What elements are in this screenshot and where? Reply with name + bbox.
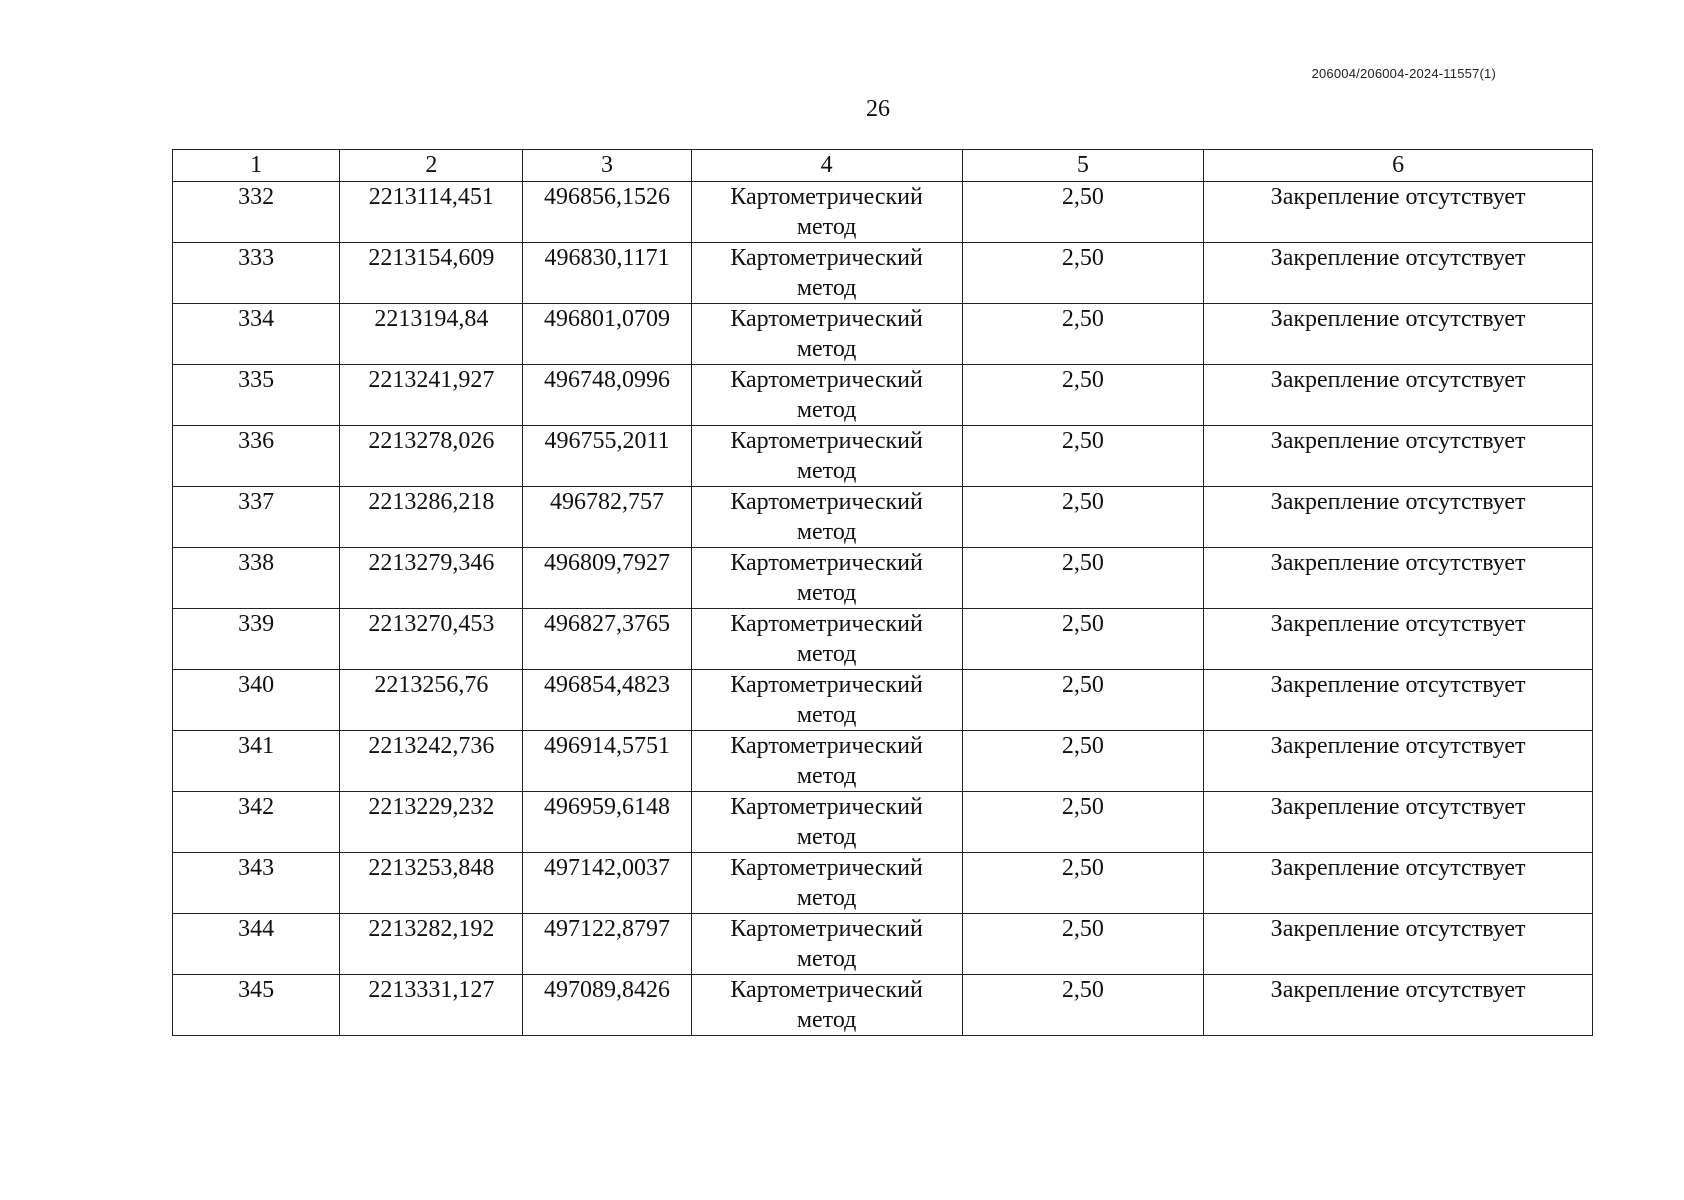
x-coordinate-cell: 2213286,218 xyxy=(340,487,523,548)
table-row xyxy=(173,609,1593,670)
x-coordinate-cell: 2213278,026 xyxy=(340,426,523,487)
table-row xyxy=(173,853,1593,914)
page-number: 26 xyxy=(866,96,890,122)
y-coordinate-cell: 496782,757 xyxy=(523,487,691,548)
method-line-1: Картометрический xyxy=(730,794,923,820)
method-cell xyxy=(691,426,962,487)
point-number-cell: 333 xyxy=(173,243,340,304)
method-line-2: метод xyxy=(796,397,857,423)
method-line-2: метод xyxy=(796,458,857,484)
fixation-cell: Закрепление отсутствует xyxy=(1204,304,1593,365)
y-coordinate-cell: 496830,1171 xyxy=(523,243,691,304)
point-number-cell: 332 xyxy=(173,182,340,243)
method-line-1: Картометрический xyxy=(730,306,923,332)
point-number-cell: 334 xyxy=(173,304,340,365)
x-coordinate-cell: 2213282,192 xyxy=(340,914,523,975)
method-line-1: Картометрический xyxy=(730,855,923,881)
method-line-2: метод xyxy=(796,214,857,240)
method-line-2: метод xyxy=(796,580,857,606)
fixation-cell: Закрепление отсутствует xyxy=(1204,914,1593,975)
accuracy-cell: 2,50 xyxy=(962,548,1204,609)
fixation-cell: Закрепление отсутствует xyxy=(1204,487,1593,548)
method-cell xyxy=(691,609,962,670)
method-line-1: Картометрический xyxy=(730,672,923,698)
table-body xyxy=(173,182,1593,1036)
fixation-cell: Закрепление отсутствует xyxy=(1204,731,1593,792)
x-coordinate-cell: 2213270,453 xyxy=(340,609,523,670)
point-number-cell: 335 xyxy=(173,365,340,426)
method-line-2: метод xyxy=(796,1007,857,1033)
point-number-cell: 342 xyxy=(173,792,340,853)
method-cell xyxy=(691,182,962,243)
x-coordinate-cell: 2213229,232 xyxy=(340,792,523,853)
accuracy-cell: 2,50 xyxy=(962,243,1204,304)
y-coordinate-cell: 496827,3765 xyxy=(523,609,691,670)
fixation-cell: Закрепление отсутствует xyxy=(1204,670,1593,731)
fixation-cell: Закрепление отсутствует xyxy=(1204,853,1593,914)
method-line-1: Картометрический xyxy=(730,367,923,393)
header-col-2: 2 xyxy=(340,150,523,182)
method-line-1: Картометрический xyxy=(730,916,923,942)
header-row xyxy=(173,150,1593,182)
method-cell xyxy=(691,365,962,426)
fixation-cell: Закрепление отсутствует xyxy=(1204,365,1593,426)
x-coordinate-cell: 2213114,451 xyxy=(340,182,523,243)
header-col-1: 1 xyxy=(173,150,340,182)
point-number-cell: 339 xyxy=(173,609,340,670)
y-coordinate-cell: 496856,1526 xyxy=(523,182,691,243)
y-coordinate-cell: 497142,0037 xyxy=(523,853,691,914)
x-coordinate-cell: 2213241,927 xyxy=(340,365,523,426)
table-row xyxy=(173,670,1593,731)
header-col-6: 6 xyxy=(1204,150,1593,182)
coordinates-table xyxy=(172,149,1593,1036)
table-row xyxy=(173,426,1593,487)
point-number-cell: 344 xyxy=(173,914,340,975)
x-coordinate-cell: 2213253,848 xyxy=(340,853,523,914)
x-coordinate-cell: 2213242,736 xyxy=(340,731,523,792)
method-cell xyxy=(691,914,962,975)
point-number-cell: 340 xyxy=(173,670,340,731)
header-col-3: 3 xyxy=(523,150,691,182)
accuracy-cell: 2,50 xyxy=(962,792,1204,853)
method-cell xyxy=(691,670,962,731)
x-coordinate-cell: 2213154,609 xyxy=(340,243,523,304)
accuracy-cell: 2,50 xyxy=(962,670,1204,731)
point-number-cell: 345 xyxy=(173,975,340,1036)
method-line-2: метод xyxy=(796,336,857,362)
method-line-1: Картометрический xyxy=(730,184,923,210)
y-coordinate-cell: 496748,0996 xyxy=(523,365,691,426)
method-cell xyxy=(691,853,962,914)
method-line-2: метод xyxy=(796,275,857,301)
table-row xyxy=(173,975,1593,1036)
fixation-cell: Закрепление отсутствует xyxy=(1204,182,1593,243)
method-cell xyxy=(691,243,962,304)
fixation-cell: Закрепление отсутствует xyxy=(1204,609,1593,670)
accuracy-cell: 2,50 xyxy=(962,731,1204,792)
y-coordinate-cell: 496914,5751 xyxy=(523,731,691,792)
x-coordinate-cell: 2213331,127 xyxy=(340,975,523,1036)
method-cell xyxy=(691,487,962,548)
accuracy-cell: 2,50 xyxy=(962,853,1204,914)
method-line-1: Картометрический xyxy=(730,550,923,576)
table-row xyxy=(173,243,1593,304)
x-coordinate-cell: 2213279,346 xyxy=(340,548,523,609)
table-row xyxy=(173,914,1593,975)
method-line-2: метод xyxy=(796,946,857,972)
fixation-cell: Закрепление отсутствует xyxy=(1204,792,1593,853)
y-coordinate-cell: 496809,7927 xyxy=(523,548,691,609)
header-col-4: 4 xyxy=(691,150,962,182)
y-coordinate-cell: 497089,8426 xyxy=(523,975,691,1036)
accuracy-cell: 2,50 xyxy=(962,365,1204,426)
method-line-2: метод xyxy=(796,641,857,667)
fixation-cell: Закрепление отсутствует xyxy=(1204,548,1593,609)
table-row xyxy=(173,548,1593,609)
point-number-cell: 336 xyxy=(173,426,340,487)
method-line-1: Картометрический xyxy=(730,428,923,454)
method-cell xyxy=(691,548,962,609)
point-number-cell: 343 xyxy=(173,853,340,914)
y-coordinate-cell: 496854,4823 xyxy=(523,670,691,731)
table-row xyxy=(173,792,1593,853)
method-line-2: метод xyxy=(796,763,857,789)
accuracy-cell: 2,50 xyxy=(962,609,1204,670)
table-row xyxy=(173,182,1593,243)
point-number-cell: 337 xyxy=(173,487,340,548)
method-cell xyxy=(691,731,962,792)
fixation-cell: Закрепление отсутствует xyxy=(1204,975,1593,1036)
y-coordinate-cell: 496755,2011 xyxy=(523,426,691,487)
point-number-cell: 341 xyxy=(173,731,340,792)
accuracy-cell: 2,50 xyxy=(962,426,1204,487)
method-line-1: Картометрический xyxy=(730,977,923,1003)
point-number-cell: 338 xyxy=(173,548,340,609)
accuracy-cell: 2,50 xyxy=(962,487,1204,548)
method-cell xyxy=(691,792,962,853)
accuracy-cell: 2,50 xyxy=(962,914,1204,975)
table-row xyxy=(173,365,1593,426)
y-coordinate-cell: 496959,6148 xyxy=(523,792,691,853)
table-row xyxy=(173,304,1593,365)
table-header xyxy=(173,150,1593,182)
method-line-1: Картометрический xyxy=(730,733,923,759)
method-line-1: Картометрический xyxy=(730,245,923,271)
fixation-cell: Закрепление отсутствует xyxy=(1204,426,1593,487)
header-col-5: 5 xyxy=(962,150,1204,182)
accuracy-cell: 2,50 xyxy=(962,304,1204,365)
accuracy-cell: 2,50 xyxy=(962,975,1204,1036)
table-row xyxy=(173,487,1593,548)
x-coordinate-cell: 2213194,84 xyxy=(340,304,523,365)
method-line-2: метод xyxy=(796,885,857,911)
accuracy-cell: 2,50 xyxy=(962,182,1204,243)
method-line-2: метод xyxy=(796,702,857,728)
method-line-2: метод xyxy=(796,519,857,545)
table-row xyxy=(173,731,1593,792)
method-cell xyxy=(691,975,962,1036)
method-line-2: метод xyxy=(796,824,857,850)
fixation-cell: Закрепление отсутствует xyxy=(1204,243,1593,304)
method-line-1: Картометрический xyxy=(730,489,923,515)
method-line-1: Картометрический xyxy=(730,611,923,637)
y-coordinate-cell: 497122,8797 xyxy=(523,914,691,975)
method-cell xyxy=(691,304,962,365)
x-coordinate-cell: 2213256,76 xyxy=(340,670,523,731)
document-id: 206004/206004-2024-11557(1) xyxy=(1311,66,1496,81)
y-coordinate-cell: 496801,0709 xyxy=(523,304,691,365)
